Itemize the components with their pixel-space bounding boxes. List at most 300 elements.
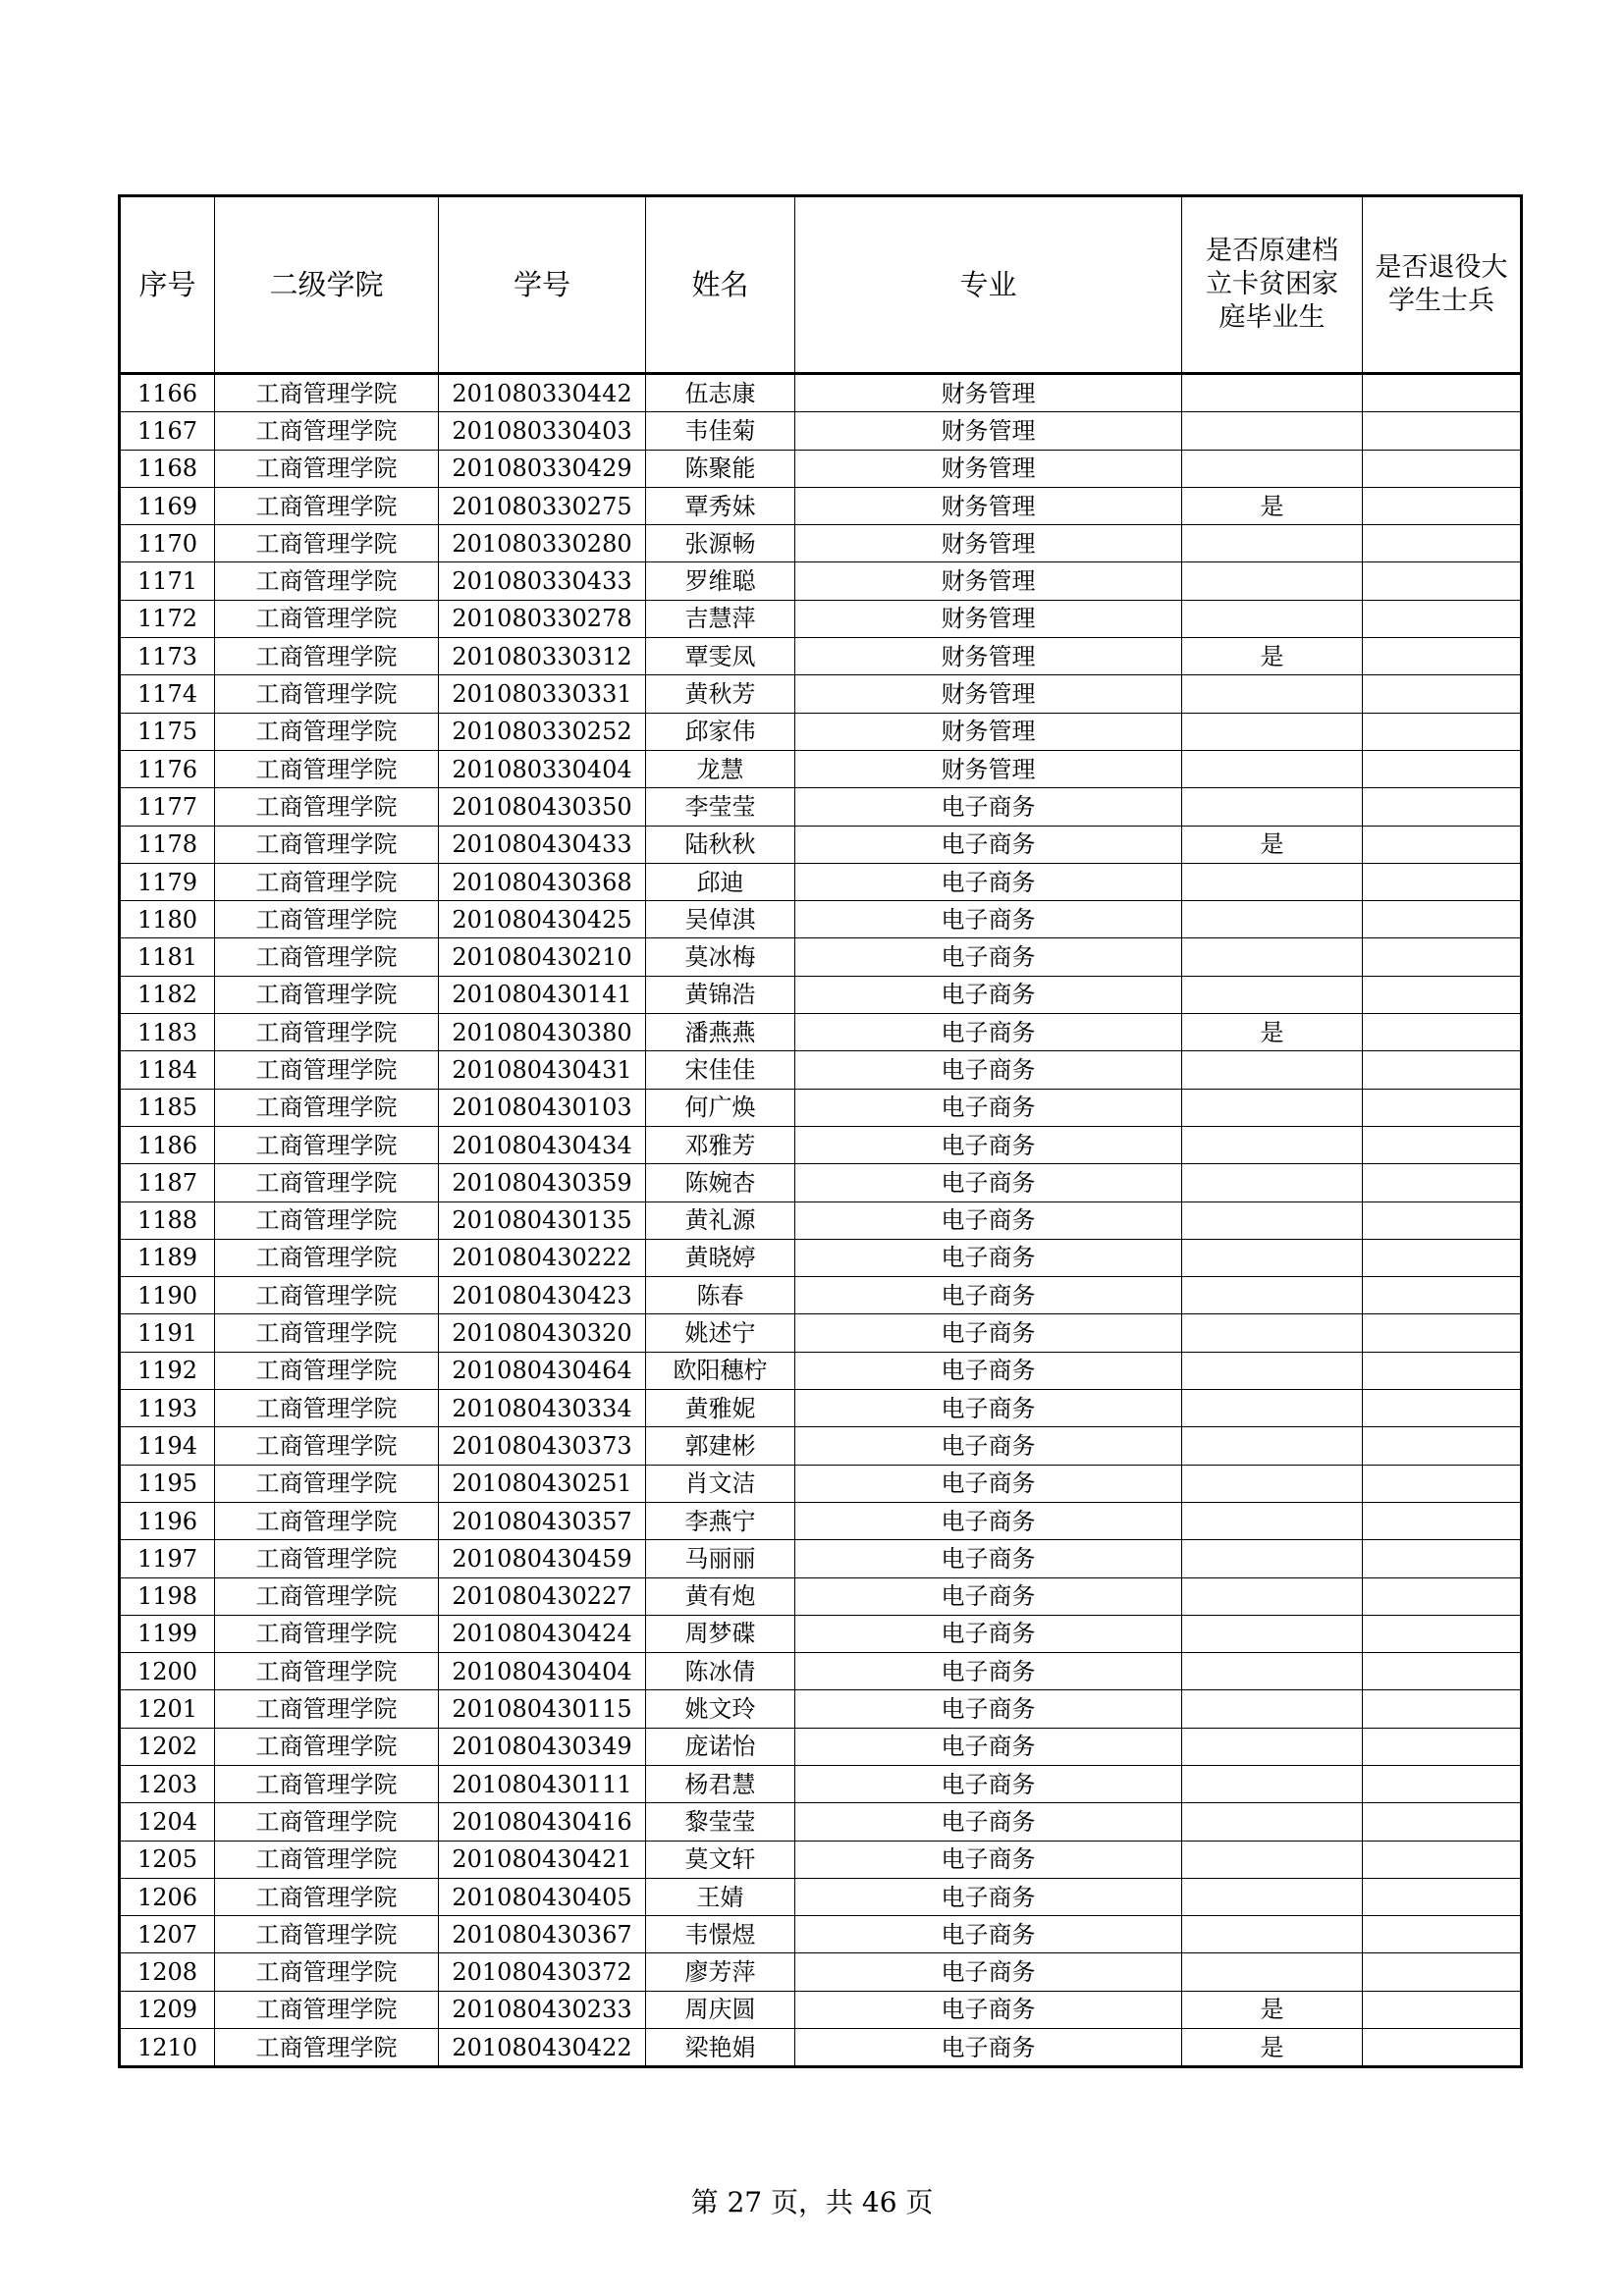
cell-poor-family xyxy=(1182,1314,1363,1352)
cell-major: 财务管理 xyxy=(795,374,1182,412)
cell-poor-family xyxy=(1182,1277,1363,1314)
cell-student-id: 201080430422 xyxy=(439,2029,646,2067)
cell-veteran xyxy=(1363,901,1522,938)
table-row xyxy=(120,1277,1522,1314)
cell-veteran xyxy=(1363,1014,1522,1051)
cell-poor-family xyxy=(1182,1465,1363,1502)
cell-student-id: 201080430373 xyxy=(439,1427,646,1465)
cell-no: 1194 xyxy=(120,1427,215,1465)
cell-major: 财务管理 xyxy=(795,562,1182,600)
cell-no: 1178 xyxy=(120,826,215,863)
cell-student-id: 201080430103 xyxy=(439,1089,646,1126)
cell-college: 工商管理学院 xyxy=(215,1577,439,1615)
cell-veteran xyxy=(1363,1352,1522,1389)
cell-major: 电子商务 xyxy=(795,1239,1182,1276)
table-row xyxy=(120,1164,1522,1201)
cell-major: 电子商务 xyxy=(795,1014,1182,1051)
cell-no: 1182 xyxy=(120,976,215,1013)
cell-name: 何广焕 xyxy=(646,1089,795,1126)
cell-no: 1167 xyxy=(120,412,215,450)
table-row xyxy=(120,1314,1522,1352)
cell-student-id: 201080430464 xyxy=(439,1352,646,1389)
cell-name: 陈婉杏 xyxy=(646,1164,795,1201)
cell-student-id: 201080430334 xyxy=(439,1390,646,1427)
cell-poor-family: 是 xyxy=(1182,1991,1363,2028)
cell-poor-family xyxy=(1182,1728,1363,1765)
cell-student-id: 201080430222 xyxy=(439,1239,646,1276)
cell-no: 1188 xyxy=(120,1201,215,1239)
cell-veteran xyxy=(1363,976,1522,1013)
cell-no: 1168 xyxy=(120,450,215,487)
cell-major: 电子商务 xyxy=(795,863,1182,900)
cell-veteran xyxy=(1363,1878,1522,1915)
cell-no: 1200 xyxy=(120,1653,215,1690)
cell-student-id: 201080330275 xyxy=(439,487,646,524)
cell-poor-family xyxy=(1182,562,1363,600)
cell-major: 电子商务 xyxy=(795,1502,1182,1539)
cell-poor-family xyxy=(1182,1540,1363,1577)
cell-college: 工商管理学院 xyxy=(215,1014,439,1051)
cell-veteran xyxy=(1363,1728,1522,1765)
cell-no: 1193 xyxy=(120,1390,215,1427)
cell-student-id: 201080430380 xyxy=(439,1014,646,1051)
cell-name: 梁艳娟 xyxy=(646,2029,795,2067)
table-row xyxy=(120,675,1522,713)
cell-veteran xyxy=(1363,1991,1522,2028)
cell-major: 财务管理 xyxy=(795,750,1182,787)
cell-no: 1189 xyxy=(120,1239,215,1276)
cell-college: 工商管理学院 xyxy=(215,450,439,487)
cell-college: 工商管理学院 xyxy=(215,2029,439,2067)
cell-major: 电子商务 xyxy=(795,938,1182,976)
cell-major: 电子商务 xyxy=(795,1803,1182,1841)
table-row xyxy=(120,976,1522,1013)
cell-name: 陈冰倩 xyxy=(646,1653,795,1690)
cell-college: 工商管理学院 xyxy=(215,1352,439,1389)
table-row xyxy=(120,450,1522,487)
cell-student-id: 201080430227 xyxy=(439,1577,646,1615)
cell-name: 欧阳穗柠 xyxy=(646,1352,795,1389)
cell-major: 财务管理 xyxy=(795,412,1182,450)
cell-major: 电子商务 xyxy=(795,1653,1182,1690)
cell-veteran xyxy=(1363,1465,1522,1502)
cell-college: 工商管理学院 xyxy=(215,487,439,524)
cell-poor-family xyxy=(1182,1577,1363,1615)
cell-name: 张源畅 xyxy=(646,525,795,562)
table-row xyxy=(120,1239,1522,1276)
table-row xyxy=(120,1201,1522,1239)
cell-major: 电子商务 xyxy=(795,826,1182,863)
cell-major: 财务管理 xyxy=(795,487,1182,524)
cell-no: 1192 xyxy=(120,1352,215,1389)
cell-student-id: 201080430111 xyxy=(439,1765,646,1802)
cell-no: 1175 xyxy=(120,713,215,750)
cell-major: 电子商务 xyxy=(795,1577,1182,1615)
table-row xyxy=(120,1841,1522,1878)
cell-veteran xyxy=(1363,1916,1522,1953)
table-row xyxy=(120,1540,1522,1577)
graduate-list-table xyxy=(118,194,1523,2068)
cell-name: 龙慧 xyxy=(646,750,795,787)
cell-veteran xyxy=(1363,450,1522,487)
cell-major: 电子商务 xyxy=(795,1390,1182,1427)
cell-student-id: 201080330278 xyxy=(439,600,646,637)
cell-name: 黄秋芳 xyxy=(646,675,795,713)
cell-poor-family xyxy=(1182,713,1363,750)
page-number: 第 27 页，共 46 页 xyxy=(690,2186,934,2218)
cell-major: 电子商务 xyxy=(795,1765,1182,1802)
cell-name: 黄有炮 xyxy=(646,1577,795,1615)
cell-name: 廖芳萍 xyxy=(646,1953,795,1991)
cell-name: 黄锦浩 xyxy=(646,976,795,1013)
cell-veteran xyxy=(1363,675,1522,713)
table-row xyxy=(120,1427,1522,1465)
cell-no: 1177 xyxy=(120,788,215,826)
cell-college: 工商管理学院 xyxy=(215,1089,439,1126)
cell-poor-family xyxy=(1182,1690,1363,1728)
cell-name: 郭建彬 xyxy=(646,1427,795,1465)
cell-veteran xyxy=(1363,1126,1522,1163)
table-row xyxy=(120,487,1522,524)
cell-student-id: 201080430405 xyxy=(439,1878,646,1915)
cell-name: 邱迪 xyxy=(646,863,795,900)
cell-major: 电子商务 xyxy=(795,1352,1182,1389)
cell-college: 工商管理学院 xyxy=(215,1314,439,1352)
cell-college: 工商管理学院 xyxy=(215,1615,439,1652)
cell-name: 邱家伟 xyxy=(646,713,795,750)
cell-major: 电子商务 xyxy=(795,1164,1182,1201)
cell-major: 电子商务 xyxy=(795,1089,1182,1126)
cell-veteran xyxy=(1363,1765,1522,1802)
cell-college: 工商管理学院 xyxy=(215,863,439,900)
cell-major: 电子商务 xyxy=(795,1991,1182,2028)
cell-college: 工商管理学院 xyxy=(215,1690,439,1728)
table-row xyxy=(120,1878,1522,1915)
cell-veteran xyxy=(1363,1314,1522,1352)
table-row xyxy=(120,826,1522,863)
cell-name: 李燕宁 xyxy=(646,1502,795,1539)
cell-no: 1180 xyxy=(120,901,215,938)
cell-poor-family: 是 xyxy=(1182,638,1363,675)
cell-poor-family xyxy=(1182,525,1363,562)
cell-poor-family xyxy=(1182,1352,1363,1389)
cell-veteran xyxy=(1363,863,1522,900)
cell-veteran xyxy=(1363,1615,1522,1652)
cell-veteran xyxy=(1363,525,1522,562)
cell-major: 电子商务 xyxy=(795,976,1182,1013)
cell-student-id: 201080330429 xyxy=(439,450,646,487)
cell-veteran xyxy=(1363,1277,1522,1314)
cell-college: 工商管理学院 xyxy=(215,638,439,675)
cell-major: 电子商务 xyxy=(795,1126,1182,1163)
cell-college: 工商管理学院 xyxy=(215,1502,439,1539)
table-row xyxy=(120,713,1522,750)
cell-college: 工商管理学院 xyxy=(215,1765,439,1802)
cell-veteran xyxy=(1363,1577,1522,1615)
cell-college: 工商管理学院 xyxy=(215,1390,439,1427)
cell-major: 电子商务 xyxy=(795,1201,1182,1239)
table-row xyxy=(120,1615,1522,1652)
cell-student-id: 201080430433 xyxy=(439,826,646,863)
table-row xyxy=(120,1803,1522,1841)
table-row xyxy=(120,1014,1522,1051)
cell-name: 肖文洁 xyxy=(646,1465,795,1502)
cell-student-id: 201080430404 xyxy=(439,1653,646,1690)
cell-no: 1204 xyxy=(120,1803,215,1841)
cell-college: 工商管理学院 xyxy=(215,562,439,600)
cell-poor-family xyxy=(1182,938,1363,976)
cell-veteran xyxy=(1363,750,1522,787)
cell-name: 陈聚能 xyxy=(646,450,795,487)
cell-college: 工商管理学院 xyxy=(215,750,439,787)
cell-major: 电子商务 xyxy=(795,1615,1182,1652)
cell-no: 1195 xyxy=(120,1465,215,1502)
cell-student-id: 201080330252 xyxy=(439,713,646,750)
cell-name: 吉慧萍 xyxy=(646,600,795,637)
cell-student-id: 201080430421 xyxy=(439,1841,646,1878)
table-row xyxy=(120,525,1522,562)
cell-student-id: 201080430233 xyxy=(439,1991,646,2028)
cell-college: 工商管理学院 xyxy=(215,1051,439,1089)
cell-veteran xyxy=(1363,826,1522,863)
cell-major: 财务管理 xyxy=(795,525,1182,562)
cell-name: 潘燕燕 xyxy=(646,1014,795,1051)
cell-student-id: 201080430359 xyxy=(439,1164,646,1201)
cell-poor-family xyxy=(1182,1653,1363,1690)
cell-college: 工商管理学院 xyxy=(215,600,439,637)
cell-veteran xyxy=(1363,1502,1522,1539)
cell-name: 宋佳佳 xyxy=(646,1051,795,1089)
cell-name: 黄礼源 xyxy=(646,1201,795,1239)
cell-no: 1209 xyxy=(120,1991,215,2028)
cell-student-id: 201080430350 xyxy=(439,788,646,826)
cell-poor-family xyxy=(1182,1089,1363,1126)
cell-veteran xyxy=(1363,1841,1522,1878)
table-row xyxy=(120,1577,1522,1615)
cell-name: 莫文轩 xyxy=(646,1841,795,1878)
cell-poor-family: 是 xyxy=(1182,487,1363,524)
cell-poor-family xyxy=(1182,1615,1363,1652)
cell-student-id: 201080330403 xyxy=(439,412,646,450)
cell-college: 工商管理学院 xyxy=(215,1126,439,1163)
cell-student-id: 201080330312 xyxy=(439,638,646,675)
cell-student-id: 201080430367 xyxy=(439,1916,646,1953)
table-header xyxy=(120,196,1522,374)
table-row xyxy=(120,638,1522,675)
cell-college: 工商管理学院 xyxy=(215,1239,439,1276)
cell-poor-family xyxy=(1182,1765,1363,1802)
cell-name: 吴倬淇 xyxy=(646,901,795,938)
cell-veteran xyxy=(1363,1540,1522,1577)
table-row xyxy=(120,1465,1522,1502)
cell-veteran xyxy=(1363,600,1522,637)
table-row xyxy=(120,412,1522,450)
cell-student-id: 201080430416 xyxy=(439,1803,646,1841)
cell-major: 电子商务 xyxy=(795,1314,1182,1352)
cell-poor-family xyxy=(1182,412,1363,450)
cell-college: 工商管理学院 xyxy=(215,1953,439,1991)
cell-student-id: 201080430141 xyxy=(439,976,646,1013)
cell-name: 伍志康 xyxy=(646,374,795,412)
cell-student-id: 201080430431 xyxy=(439,1051,646,1089)
cell-poor-family xyxy=(1182,1164,1363,1201)
cell-name: 陈春 xyxy=(646,1277,795,1314)
cell-veteran xyxy=(1363,638,1522,675)
cell-no: 1186 xyxy=(120,1126,215,1163)
header-poor-family: 是否原建档立卡贫困家庭毕业生 xyxy=(1182,196,1363,374)
cell-college: 工商管理学院 xyxy=(215,1465,439,1502)
cell-student-id: 201080430349 xyxy=(439,1728,646,1765)
cell-name: 李莹莹 xyxy=(646,788,795,826)
table-row xyxy=(120,901,1522,938)
cell-student-id: 201080430424 xyxy=(439,1615,646,1652)
cell-veteran xyxy=(1363,788,1522,826)
cell-college: 工商管理学院 xyxy=(215,1916,439,1953)
cell-name: 姚述宁 xyxy=(646,1314,795,1352)
cell-name: 莫冰梅 xyxy=(646,938,795,976)
cell-name: 杨君慧 xyxy=(646,1765,795,1802)
cell-major: 电子商务 xyxy=(795,1878,1182,1915)
cell-major: 电子商务 xyxy=(795,2029,1182,2067)
table-row xyxy=(120,1765,1522,1802)
cell-student-id: 201080330442 xyxy=(439,374,646,412)
cell-name: 周庆圆 xyxy=(646,1991,795,2028)
cell-no: 1191 xyxy=(120,1314,215,1352)
cell-major: 电子商务 xyxy=(795,1051,1182,1089)
cell-poor-family xyxy=(1182,1390,1363,1427)
cell-college: 工商管理学院 xyxy=(215,1841,439,1878)
cell-major: 电子商务 xyxy=(795,1277,1182,1314)
cell-major: 电子商务 xyxy=(795,1916,1182,1953)
cell-major: 电子商务 xyxy=(795,788,1182,826)
cell-college: 工商管理学院 xyxy=(215,1201,439,1239)
cell-student-id: 201080330280 xyxy=(439,525,646,562)
table-row xyxy=(120,1991,1522,2028)
cell-poor-family xyxy=(1182,1051,1363,1089)
cell-major: 财务管理 xyxy=(795,450,1182,487)
header-name: 姓名 xyxy=(646,196,795,374)
table-row xyxy=(120,1051,1522,1089)
cell-poor-family xyxy=(1182,901,1363,938)
cell-no: 1197 xyxy=(120,1540,215,1577)
cell-poor-family xyxy=(1182,374,1363,412)
cell-college: 工商管理学院 xyxy=(215,675,439,713)
cell-poor-family xyxy=(1182,1239,1363,1276)
table-row xyxy=(120,750,1522,787)
cell-name: 周梦碟 xyxy=(646,1615,795,1652)
cell-no: 1190 xyxy=(120,1277,215,1314)
cell-veteran xyxy=(1363,1239,1522,1276)
header-no: 序号 xyxy=(120,196,215,374)
header-major: 专业 xyxy=(795,196,1182,374)
cell-no: 1201 xyxy=(120,1690,215,1728)
cell-poor-family xyxy=(1182,600,1363,637)
cell-student-id: 201080430425 xyxy=(439,901,646,938)
cell-college: 工商管理学院 xyxy=(215,412,439,450)
cell-veteran xyxy=(1363,562,1522,600)
cell-poor-family xyxy=(1182,1841,1363,1878)
cell-veteran xyxy=(1363,374,1522,412)
cell-poor-family xyxy=(1182,1953,1363,1991)
cell-no: 1202 xyxy=(120,1728,215,1765)
cell-student-id: 201080430320 xyxy=(439,1314,646,1352)
cell-major: 电子商务 xyxy=(795,1953,1182,1991)
cell-major: 电子商务 xyxy=(795,1540,1182,1577)
table-row xyxy=(120,938,1522,976)
cell-no: 1170 xyxy=(120,525,215,562)
cell-no: 1206 xyxy=(120,1878,215,1915)
cell-name: 覃秀妹 xyxy=(646,487,795,524)
table-row xyxy=(120,1089,1522,1126)
graduate-list-table-container xyxy=(118,194,1520,2068)
cell-poor-family: 是 xyxy=(1182,826,1363,863)
cell-no: 1187 xyxy=(120,1164,215,1201)
cell-no: 1173 xyxy=(120,638,215,675)
cell-veteran xyxy=(1363,412,1522,450)
cell-name: 陆秋秋 xyxy=(646,826,795,863)
cell-no: 1171 xyxy=(120,562,215,600)
cell-college: 工商管理学院 xyxy=(215,525,439,562)
cell-major: 电子商务 xyxy=(795,1841,1182,1878)
cell-name: 韦憬煜 xyxy=(646,1916,795,1953)
cell-college: 工商管理学院 xyxy=(215,1540,439,1577)
cell-poor-family xyxy=(1182,675,1363,713)
cell-no: 1207 xyxy=(120,1916,215,1953)
table-row xyxy=(120,1502,1522,1539)
cell-name: 罗维聪 xyxy=(646,562,795,600)
cell-poor-family xyxy=(1182,976,1363,1013)
cell-veteran xyxy=(1363,713,1522,750)
cell-poor-family: 是 xyxy=(1182,1014,1363,1051)
cell-college: 工商管理学院 xyxy=(215,826,439,863)
cell-student-id: 201080430368 xyxy=(439,863,646,900)
cell-veteran xyxy=(1363,1089,1522,1126)
cell-poor-family xyxy=(1182,1916,1363,1953)
table-row xyxy=(120,1126,1522,1163)
cell-student-id: 201080430135 xyxy=(439,1201,646,1239)
cell-name: 黄雅妮 xyxy=(646,1390,795,1427)
cell-veteran xyxy=(1363,1653,1522,1690)
cell-veteran xyxy=(1363,1690,1522,1728)
cell-poor-family xyxy=(1182,1427,1363,1465)
cell-no: 1184 xyxy=(120,1051,215,1089)
cell-student-id: 201080430459 xyxy=(439,1540,646,1577)
cell-college: 工商管理学院 xyxy=(215,1164,439,1201)
cell-no: 1203 xyxy=(120,1765,215,1802)
cell-college: 工商管理学院 xyxy=(215,1728,439,1765)
cell-student-id: 201080430423 xyxy=(439,1277,646,1314)
cell-veteran xyxy=(1363,1390,1522,1427)
cell-poor-family xyxy=(1182,450,1363,487)
cell-veteran xyxy=(1363,1803,1522,1841)
cell-no: 1174 xyxy=(120,675,215,713)
cell-veteran xyxy=(1363,2029,1522,2067)
cell-name: 姚文玲 xyxy=(646,1690,795,1728)
cell-name: 庞诺怡 xyxy=(646,1728,795,1765)
header-veteran: 是否退役大学生士兵 xyxy=(1363,196,1522,374)
table-row xyxy=(120,562,1522,600)
cell-poor-family xyxy=(1182,1126,1363,1163)
cell-veteran xyxy=(1363,487,1522,524)
cell-college: 工商管理学院 xyxy=(215,1803,439,1841)
cell-college: 工商管理学院 xyxy=(215,1991,439,2028)
cell-no: 1181 xyxy=(120,938,215,976)
cell-no: 1185 xyxy=(120,1089,215,1126)
header-row xyxy=(120,196,1522,374)
cell-student-id: 201080330404 xyxy=(439,750,646,787)
cell-college: 工商管理学院 xyxy=(215,1427,439,1465)
cell-major: 财务管理 xyxy=(795,600,1182,637)
